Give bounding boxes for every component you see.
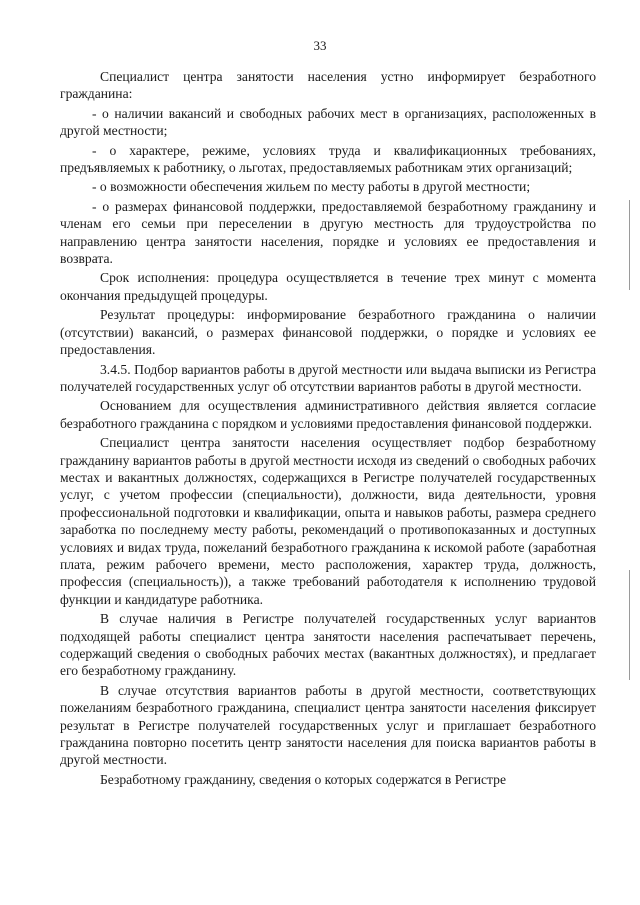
paragraph: Безработному гражданину, сведения о которых содержатся в Регистре xyxy=(100,771,506,787)
paragraph: Срок исполнения: процедура осуществляется в течение трех минут с момента окончания предыдущей процедуры. xyxy=(60,270,596,303)
section-heading: 3.4.5. Подбор вариантов работы в другой местности или выдача выписки из Регистра получателей государственных услуг об отсутствии вариантов работы в другой местности. xyxy=(60,361,596,394)
paragraph: Основанием для осуществления административного действия является согласие безработного гражданина с порядком и условиями предоставления финансовой поддержки. xyxy=(60,398,596,431)
paragraph: Специалист центра занятости населения устно информирует безработного гражданина: xyxy=(60,69,596,102)
paragraph: Специалист центра занятости населения осуществляет подбор безработному гражданину вариантов работы в другой местности исходя из сведений о свободных рабочих местах и вакантных должностях, содержащихся в Регистре получателей государственных услуг, с учетом профессии (специальности), должности, вида деятельности, уровня профессиональной подготовки и квалификации, опыта и навыков работы, размера среднего заработка по последнему месту работы, рекомендаций о противопоказанных и доступных условиях и видах труда, пожеланий безработного гражданина к искомой работе (заработная плата, режим рабочего времени, место расположения, характер труда, должность, профессия (специальность)), а также требований работодателя к исполнению трудовой функции и кандидатуре работника. xyxy=(60,435,596,607)
scan-edge-mark xyxy=(629,200,630,290)
scan-edge-mark xyxy=(629,570,630,680)
page-number: 33 xyxy=(313,38,327,53)
list-item: - о характере, режиме, условиях труда и квалификационных требованиях, предъявляемых к работнику, о льготах, предоставляемых работникам этих организаций; xyxy=(60,142,596,176)
list-item: - о наличии вакансий и свободных рабочих мест в организациях, расположенных в другой местности; xyxy=(60,105,596,139)
paragraph: В случае наличия в Регистре получателей государственных услуг вариантов подходящей работы специалист центра занятости населения распечатывает перечень, содержащий сведения о свободных рабочих местах (вакантных должностях), и предлагает его безработному гражданину. xyxy=(60,611,596,679)
paragraph: Результат процедуры: информирование безработного гражданина о наличии (отсутствии) вакансий, о размерах финансовой поддержки, о порядке и условиях ее предоставления. xyxy=(60,307,596,358)
list-item: - о размерах финансовой поддержки, предоставляемой безработному гражданину и членам его семьи при переселении в другую местность для трудоустройства по направлению центра занятости населения, порядке и условиях ее предоставления и возврата. xyxy=(60,198,596,267)
document-body xyxy=(60,68,596,790)
list-item: - о возможности обеспечения жильем по месту работы в другой местности; xyxy=(92,179,531,195)
paragraph: В случае отсутствия вариантов работы в другой местности, соответствующих пожеланиям безработного гражданина, специалист центра занятости населения фиксирует результат в Регистре получателей государственных услуг и приглашает безработного гражданина повторно посетить центр занятости населения для поиска вариантов работы в другой местности. xyxy=(60,682,596,768)
